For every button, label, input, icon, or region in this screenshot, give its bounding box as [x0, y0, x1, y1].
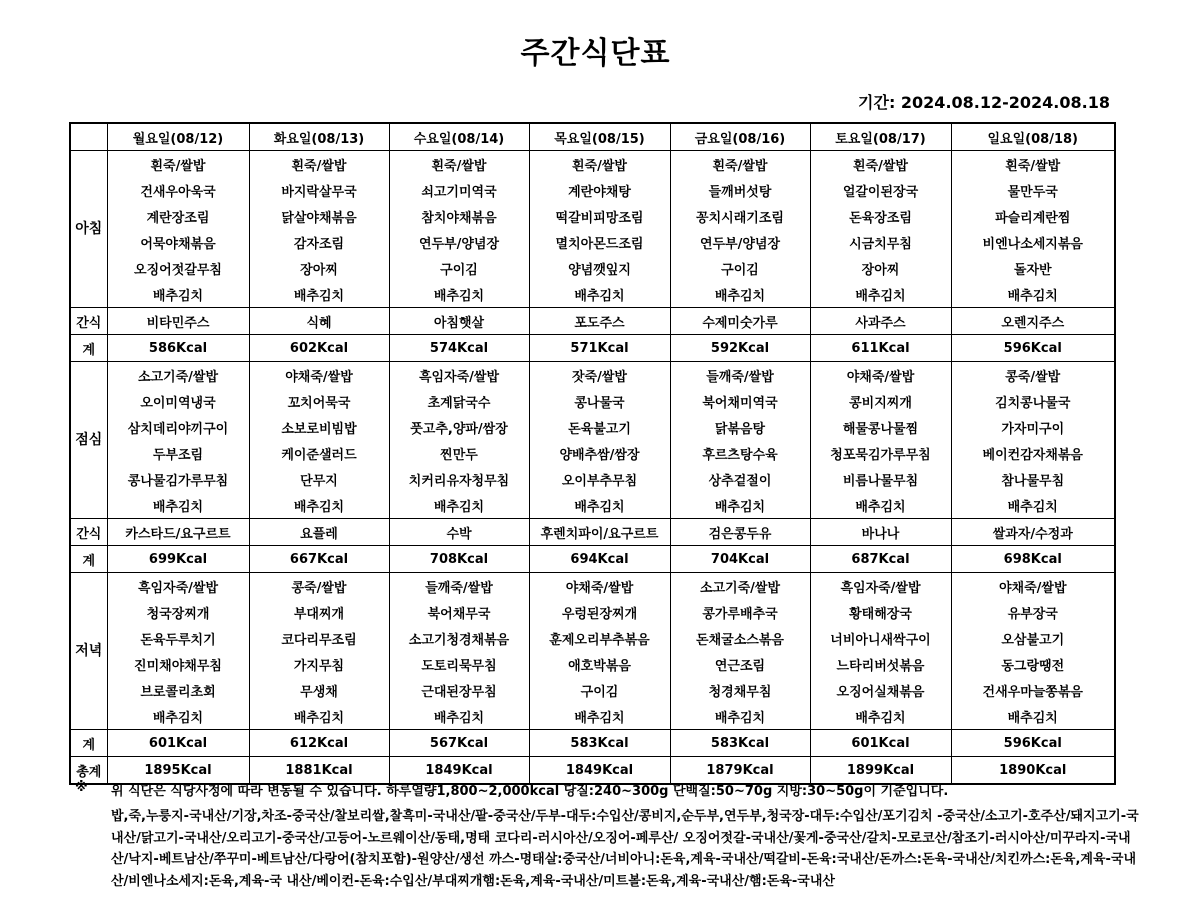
menu-item: 건새우아욱국 — [107, 177, 249, 203]
lunch-row — [70, 466, 1115, 492]
menu-item: 오삼불고기 — [951, 625, 1115, 651]
snack-item: 아침햇살 — [389, 308, 529, 335]
breakfast-row — [70, 229, 1115, 255]
kcal-value: 694Kcal — [529, 546, 670, 573]
header-row — [70, 123, 1115, 151]
lunch-label-char: 심 — [88, 432, 103, 448]
day-header: 화요일(08/13) — [249, 123, 389, 151]
menu-item: 구이김 — [670, 255, 810, 281]
menu-item: 유부장국 — [951, 599, 1115, 625]
menu-item: 쇠고기미역국 — [389, 177, 529, 203]
menu-item: 꽁치시래기조림 — [670, 203, 810, 229]
menu-item: 배추김치 — [810, 281, 951, 308]
menu-item: 파슬리계란찜 — [951, 203, 1115, 229]
subtotal-label: 계 — [70, 546, 107, 573]
snack-label: 간식 — [70, 519, 107, 546]
total-kcal-value: 1890Kcal — [951, 757, 1115, 785]
menu-item: 돈채굴소스볶음 — [670, 625, 810, 651]
menu-item: 구이김 — [389, 255, 529, 281]
menu-item: 배추김치 — [389, 703, 529, 730]
period-label: 기간: 2024.08.12-2024.08.18 — [858, 93, 1110, 112]
lunch-label-char: 점 — [75, 432, 89, 448]
menu-item: 돌자반 — [951, 255, 1115, 281]
menu-item: 김치콩나물국 — [951, 388, 1115, 414]
menu-item: 배추김치 — [249, 703, 389, 730]
snack-item: 수박 — [389, 519, 529, 546]
menu-item: 북어채무국 — [389, 599, 529, 625]
breakfast-row — [70, 177, 1115, 203]
menu-item: 콩나물김가루무침 — [107, 466, 249, 492]
snack-item: 검은콩두유 — [670, 519, 810, 546]
menu-item: 배추김치 — [529, 703, 670, 730]
kcal-value: 596Kcal — [951, 335, 1115, 362]
menu-item: 돈육두루치기 — [107, 625, 249, 651]
menu-item: 브로콜리초회 — [107, 677, 249, 703]
breakfast-label — [70, 151, 107, 308]
menu-item: 연두부/양념장 — [670, 229, 810, 255]
menu-item: 치커리유자청무침 — [389, 466, 529, 492]
menu-item: 돈육불고기 — [529, 414, 670, 440]
kcal-value: 699Kcal — [107, 546, 249, 573]
menu-item: 흰죽/쌀밥 — [529, 151, 670, 178]
menu-item: 훈제오리부추볶음 — [529, 625, 670, 651]
menu-item: 청국장찌개 — [107, 599, 249, 625]
menu-item: 비름나물무침 — [810, 466, 951, 492]
dinner-row — [70, 599, 1115, 625]
menu-item: 연두부/양념장 — [389, 229, 529, 255]
menu-item: 시금치무침 — [810, 229, 951, 255]
total-kcal-value: 1881Kcal — [249, 757, 389, 785]
lunch-row — [70, 414, 1115, 440]
menu-item: 콩죽/쌀밥 — [951, 362, 1115, 389]
snack-item: 수제미숫가루 — [670, 308, 810, 335]
menu-item: 야채죽/쌀밥 — [529, 573, 670, 600]
snack-item: 식혜 — [249, 308, 389, 335]
menu-item: 양념깻잎지 — [529, 255, 670, 281]
kcal-value: 698Kcal — [951, 546, 1115, 573]
menu-item: 케이준샐러드 — [249, 440, 389, 466]
menu-item: 비엔나소세지볶음 — [951, 229, 1115, 255]
menu-item: 야채죽/쌀밥 — [249, 362, 389, 389]
total-kcal-value: 1895Kcal — [107, 757, 249, 785]
day-header: 일요일(08/18) — [951, 123, 1115, 151]
breakfast-row — [70, 281, 1115, 308]
menu-item: 배추김치 — [107, 703, 249, 730]
snack-item: 카스타드/요구르트 — [107, 519, 249, 546]
kcal-value: 601Kcal — [107, 730, 249, 757]
day-header: 목요일(08/15) — [529, 123, 670, 151]
dinner-row — [70, 573, 1115, 600]
menu-item: 닭볶음탕 — [670, 414, 810, 440]
lunch-snack-row — [70, 519, 1115, 546]
total-kcal-value: 1879Kcal — [670, 757, 810, 785]
lunch-label — [70, 362, 107, 519]
breakfast-label-char: 침 — [88, 221, 103, 237]
weekly-menu-table — [69, 122, 1116, 785]
kcal-value: 586Kcal — [107, 335, 249, 362]
breakfast-row — [70, 151, 1115, 178]
menu-item: 근대된장무침 — [389, 677, 529, 703]
menu-item: 동그랑땡전 — [951, 651, 1115, 677]
total-kcal-value: 1849Kcal — [529, 757, 670, 785]
lunch-row — [70, 362, 1115, 389]
menu-item: 참치야채볶음 — [389, 203, 529, 229]
kcal-value: 611Kcal — [810, 335, 951, 362]
menu-item: 멸치아몬드조림 — [529, 229, 670, 255]
lunch-kcal-row — [70, 546, 1115, 573]
snack-item: 요플레 — [249, 519, 389, 546]
menu-item: 코다리무조림 — [249, 625, 389, 651]
dinner-label-char: 저 — [75, 643, 89, 659]
menu-item: 무생채 — [249, 677, 389, 703]
menu-item: 소고기죽/쌀밥 — [670, 573, 810, 600]
menu-item: 감자조림 — [249, 229, 389, 255]
menu-item: 너비아니새싹구이 — [810, 625, 951, 651]
kcal-value: 667Kcal — [249, 546, 389, 573]
kcal-value: 612Kcal — [249, 730, 389, 757]
menu-item: 청경채무침 — [670, 677, 810, 703]
menu-item: 흑임자죽/쌀밥 — [810, 573, 951, 600]
menu-item: 소보로비빔밥 — [249, 414, 389, 440]
kcal-value: 704Kcal — [670, 546, 810, 573]
snack-item: 후렌치파이/요구르트 — [529, 519, 670, 546]
menu-item: 양배추쌈/쌈장 — [529, 440, 670, 466]
note-mark: ※ — [75, 780, 88, 795]
kcal-value: 708Kcal — [389, 546, 529, 573]
kcal-value: 596Kcal — [951, 730, 1115, 757]
menu-item: 가지무침 — [249, 651, 389, 677]
menu-item: 배추김치 — [670, 492, 810, 519]
day-header: 월요일(08/12) — [107, 123, 249, 151]
menu-item: 흰죽/쌀밥 — [951, 151, 1115, 178]
menu-item: 찐만두 — [389, 440, 529, 466]
kcal-value: 602Kcal — [249, 335, 389, 362]
menu-item: 떡갈비피망조림 — [529, 203, 670, 229]
menu-item: 야채죽/쌀밥 — [810, 362, 951, 389]
note-nutrition: 위 식단은 식당사정에 따라 변동될 수 있습니다. 하루열량1,800~2,000kcal 당질:240~300g 단백질:50~70g 지방:30~50g이 기준입니다. — [111, 784, 949, 799]
breakfast-snack-row — [70, 308, 1115, 335]
menu-item: 흰죽/쌀밥 — [107, 151, 249, 178]
menu-item: 느타리버섯볶음 — [810, 651, 951, 677]
menu-item: 소고기죽/쌀밥 — [107, 362, 249, 389]
kcal-value: 601Kcal — [810, 730, 951, 757]
page-title: 주간식단표 — [520, 36, 671, 71]
menu-item: 연근조림 — [670, 651, 810, 677]
menu-item: 들깨버섯탕 — [670, 177, 810, 203]
menu-item: 흰죽/쌀밥 — [389, 151, 529, 178]
dinner-label — [70, 573, 107, 730]
kcal-value: 571Kcal — [529, 335, 670, 362]
menu-item: 초계닭국수 — [389, 388, 529, 414]
dinner-row — [70, 651, 1115, 677]
day-header: 토요일(08/17) — [810, 123, 951, 151]
breakfast-row — [70, 203, 1115, 229]
menu-item: 단무지 — [249, 466, 389, 492]
menu-item: 배추김치 — [951, 281, 1115, 308]
dinner-row — [70, 625, 1115, 651]
menu-item: 배추김치 — [670, 281, 810, 308]
menu-item: 배추김치 — [389, 492, 529, 519]
menu-item: 베이컨감자채볶음 — [951, 440, 1115, 466]
menu-item: 잣죽/쌀밥 — [529, 362, 670, 389]
menu-item: 오징어실채볶음 — [810, 677, 951, 703]
menu-item: 돈육장조림 — [810, 203, 951, 229]
menu-item: 장아찌 — [249, 255, 389, 281]
menu-item: 콩죽/쌀밥 — [249, 573, 389, 600]
kcal-value: 687Kcal — [810, 546, 951, 573]
menu-item: 배추김치 — [951, 703, 1115, 730]
menu-item: 흰죽/쌀밥 — [249, 151, 389, 178]
menu-item: 콩가루배추국 — [670, 599, 810, 625]
corner-cell — [70, 123, 107, 151]
menu-item: 애호박볶음 — [529, 651, 670, 677]
menu-item: 황태해장국 — [810, 599, 951, 625]
menu-item: 바지락살무국 — [249, 177, 389, 203]
menu-item: 배추김치 — [810, 703, 951, 730]
menu-item: 배추김치 — [107, 281, 249, 308]
menu-item: 우렁된장찌개 — [529, 599, 670, 625]
menu-item: 배추김치 — [107, 492, 249, 519]
menu-item: 배추김치 — [670, 703, 810, 730]
menu-item: 얼갈이된장국 — [810, 177, 951, 203]
menu-item: 소고기청경채볶음 — [389, 625, 529, 651]
subtotal-label: 계 — [70, 730, 107, 757]
menu-item: 배추김치 — [529, 281, 670, 308]
total-kcal-value: 1899Kcal — [810, 757, 951, 785]
menu-item: 꼬치어묵국 — [249, 388, 389, 414]
menu-item: 흑임자죽/쌀밥 — [107, 573, 249, 600]
menu-item: 배추김치 — [810, 492, 951, 519]
total-kcal-value: 1849Kcal — [389, 757, 529, 785]
menu-item: 청포묵김가루무침 — [810, 440, 951, 466]
lunch-row — [70, 440, 1115, 466]
snack-item: 쌀과자/수정과 — [951, 519, 1115, 546]
menu-item: 배추김치 — [529, 492, 670, 519]
menu-item: 구이김 — [529, 677, 670, 703]
menu-item: 콩나물국 — [529, 388, 670, 414]
kcal-value: 567Kcal — [389, 730, 529, 757]
day-header: 수요일(08/14) — [389, 123, 529, 151]
menu-item: 진미채야채무침 — [107, 651, 249, 677]
breakfast-row — [70, 255, 1115, 281]
menu-item: 삼치데리야끼구이 — [107, 414, 249, 440]
menu-item: 도토리묵무침 — [389, 651, 529, 677]
menu-item: 배추김치 — [951, 492, 1115, 519]
menu-item: 참나물무침 — [951, 466, 1115, 492]
snack-item: 사과주스 — [810, 308, 951, 335]
menu-item: 후르츠탕수육 — [670, 440, 810, 466]
dinner-row — [70, 703, 1115, 730]
menu-item: 계란장조림 — [107, 203, 249, 229]
dinner-kcal-row — [70, 730, 1115, 757]
snack-item: 비타민주스 — [107, 308, 249, 335]
menu-item: 배추김치 — [249, 492, 389, 519]
menu-item: 흰죽/쌀밥 — [670, 151, 810, 178]
menu-item: 건새우마늘쫑볶음 — [951, 677, 1115, 703]
menu-item: 오이부추무침 — [529, 466, 670, 492]
kcal-value: 583Kcal — [529, 730, 670, 757]
menu-item: 배추김치 — [389, 281, 529, 308]
breakfast-kcal-row — [70, 335, 1115, 362]
kcal-value: 583Kcal — [670, 730, 810, 757]
menu-item: 두부조림 — [107, 440, 249, 466]
lunch-row — [70, 492, 1115, 519]
note-origin: 밥,죽,누룽지-국내산/기장,차조-중국산/찰보리쌀,찰흑미-국내산/팥-중국산/두부-대두:수입산/콩비지,순두부,연두부,청국장-대두:수입산/포기김치 -중국산/소고기-호주산/돼지고기-국내산/닭고기-국내산/오리고기-중국산/고등어-노르웨이산/동태,명태 코다리-러시아산/오징어-페루산/ 오징어젓갈-국내산/꽃게-중국산/갈치-모로코산/참조기-러시아산/미꾸라지-국내산/낙지-베트남산/쭈꾸미-베트남산/다랑어(참치포함)-원양산/생선 까스-명태살:중국산/너비아니:돈육,계육-국내산/떡갈비-돈육:국내산/돈까스:돈육-국내산/치킨까스:돈육,계육-국내산/비엔나소세지:돈육,계육-국 내산/베이컨-돈육:수입산/부대찌개햄:돈육,계육-국내산/미트볼:돈육,계육-국내산/햄:돈육-국내산 — [111, 809, 1139, 889]
subtotal-label: 계 — [70, 335, 107, 362]
kcal-value: 592Kcal — [670, 335, 810, 362]
menu-item: 계란야채탕 — [529, 177, 670, 203]
menu-item: 북어채미역국 — [670, 388, 810, 414]
menu-item: 들깨죽/쌀밥 — [670, 362, 810, 389]
menu-item: 들깨죽/쌀밥 — [389, 573, 529, 600]
menu-item: 상추겉절이 — [670, 466, 810, 492]
menu-item: 장아찌 — [810, 255, 951, 281]
dinner-row — [70, 677, 1115, 703]
snack-label: 간식 — [70, 308, 107, 335]
menu-item: 오징어젓갈무침 — [107, 255, 249, 281]
snack-item: 바나나 — [810, 519, 951, 546]
lunch-row — [70, 388, 1115, 414]
kcal-value: 574Kcal — [389, 335, 529, 362]
menu-item: 흰죽/쌀밥 — [810, 151, 951, 178]
total-label: 총계 — [70, 757, 107, 785]
breakfast-label-char: 아 — [75, 221, 89, 237]
menu-item: 부대찌개 — [249, 599, 389, 625]
menu-item: 닭살야채볶음 — [249, 203, 389, 229]
menu-item: 가자미구이 — [951, 414, 1115, 440]
snack-item: 오렌지주스 — [951, 308, 1115, 335]
menu-item: 콩비지찌개 — [810, 388, 951, 414]
menu-item: 야채죽/쌀밥 — [951, 573, 1115, 600]
menu-item: 어묵야채볶음 — [107, 229, 249, 255]
menu-item: 배추김치 — [249, 281, 389, 308]
menu-item: 해물콩나물찜 — [810, 414, 951, 440]
menu-item: 풋고추,양파/쌈장 — [389, 414, 529, 440]
menu-item: 흑임자죽/쌀밥 — [389, 362, 529, 389]
dinner-label-char: 녁 — [88, 643, 103, 659]
day-header: 금요일(08/16) — [670, 123, 810, 151]
snack-item: 포도주스 — [529, 308, 670, 335]
menu-item: 오이미역냉국 — [107, 388, 249, 414]
menu-item: 물만두국 — [951, 177, 1115, 203]
